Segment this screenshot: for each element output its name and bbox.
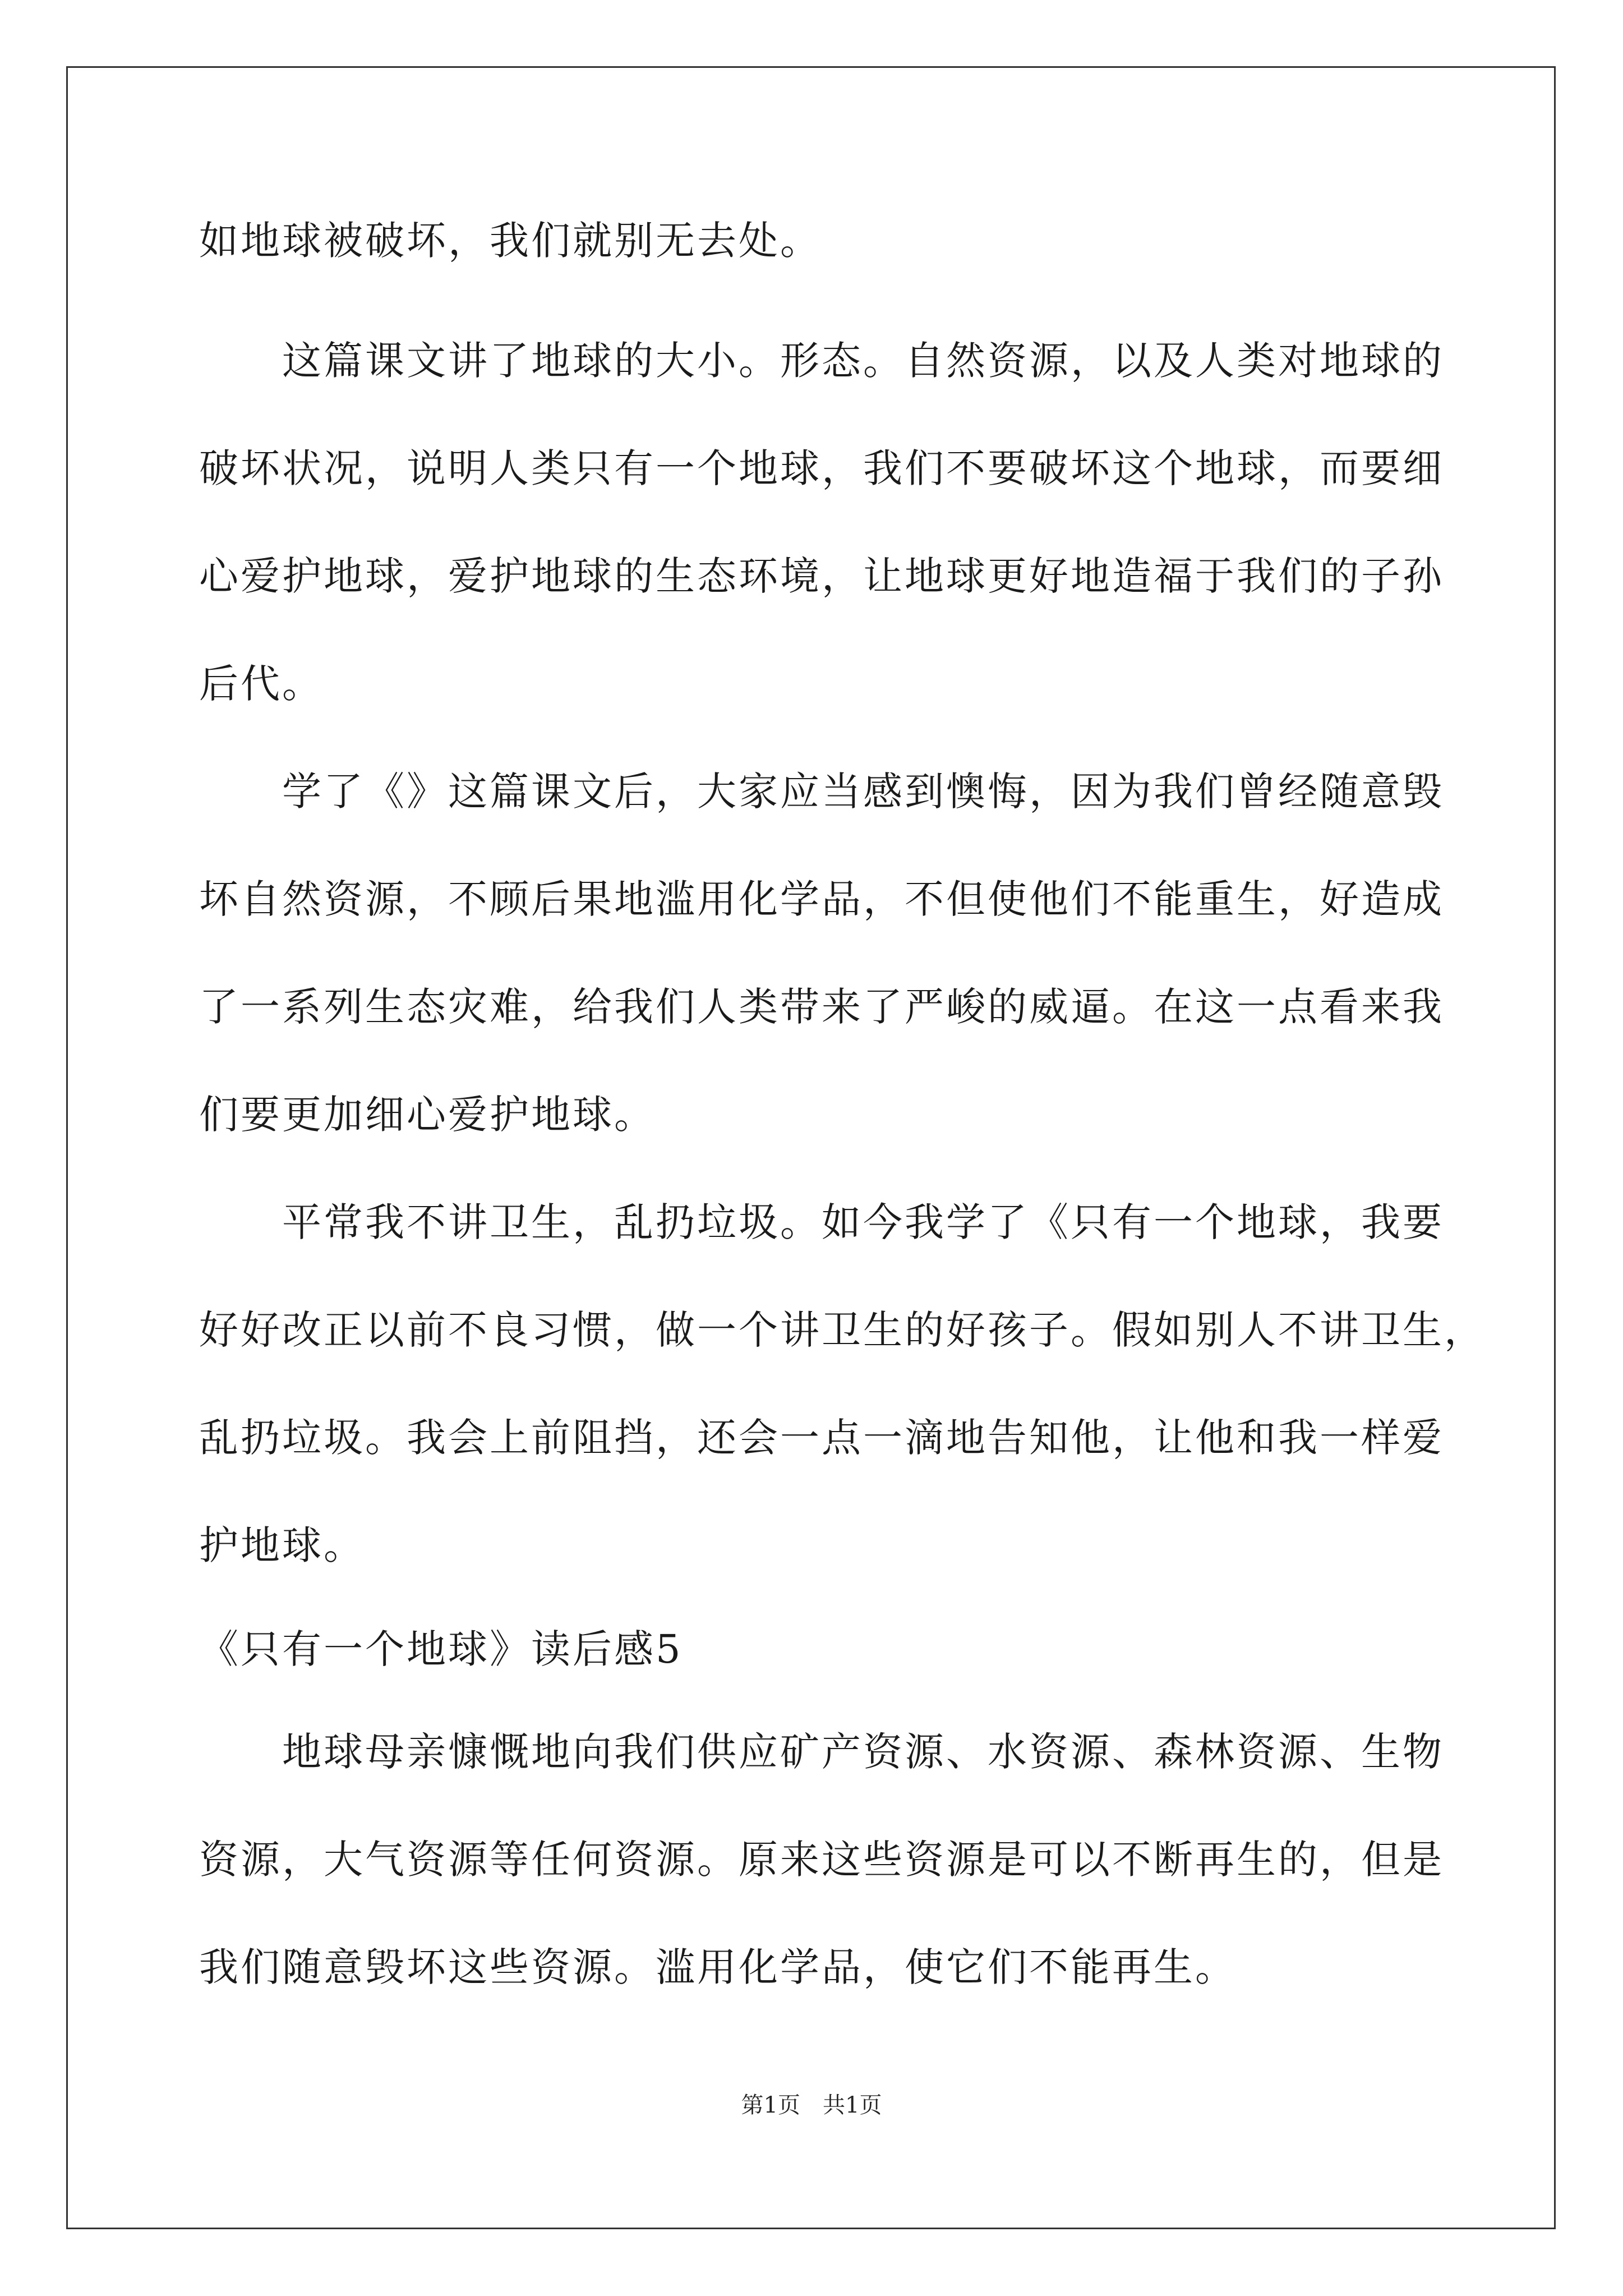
section-heading: 《只有一个地球》读后感5 (199, 1626, 683, 1672)
page-footer: 第1页 共1页 (741, 2092, 882, 2118)
page-border (66, 66, 1556, 2229)
paragraph-line: 我们随意毁坏这些资源。滥用化学品，使它们不能再生。 (199, 1944, 1237, 1990)
paragraph-line: 学了《》这篇课文后，大家应当感到懊悔，因为我们曾经随意毁 (282, 769, 1444, 815)
paragraph-line: 资源，大气资源等任何资源。原来这些资源是可以不断再生的，但是 (199, 1837, 1444, 1883)
paragraph-line: 们要更加细心爱护地球。 (199, 1092, 656, 1138)
paragraph-line: 地球母亲慷慨地向我们供应矿产资源、水资源、森林资源、生物 (282, 1729, 1444, 1775)
paragraph-line: 后代。 (199, 661, 324, 707)
paragraph-line: 破坏状况，说明人类只有一个地球，我们不要破坏这个地球，而要细 (199, 445, 1444, 491)
paragraph-line: 这篇课文讲了地球的大小。形态。自然资源，以及人类对地球的 (282, 338, 1444, 384)
paragraph-line: 坏自然资源，不顾后果地滥用化学品，不但使他们不能重生，好造成 (199, 876, 1444, 922)
paragraph-line: 了一系列生态灾难，给我们人类带来了严峻的威逼。在这一点看来我 (199, 984, 1444, 1030)
paragraph-line: 平常我不讲卫生，乱扔垃圾。如今我学了《只有一个地球，我要 (282, 1199, 1444, 1245)
paragraph-line: 乱扔垃圾。我会上前阻挡，还会一点一滴地告知他，让他和我一样爱 (199, 1415, 1444, 1461)
paragraph-line: 护地球。 (199, 1522, 365, 1568)
paragraph-line: 好好改正以前不良习惯，做一个讲卫生的好孩子。假如别人不讲卫生， (199, 1307, 1486, 1353)
paragraph-line: 心爱护地球，爱护地球的生态环境，让地球更好地造福于我们的子孙 (199, 553, 1444, 599)
paragraph-line: 如地球被破坏，我们就别无去处。 (199, 218, 822, 264)
